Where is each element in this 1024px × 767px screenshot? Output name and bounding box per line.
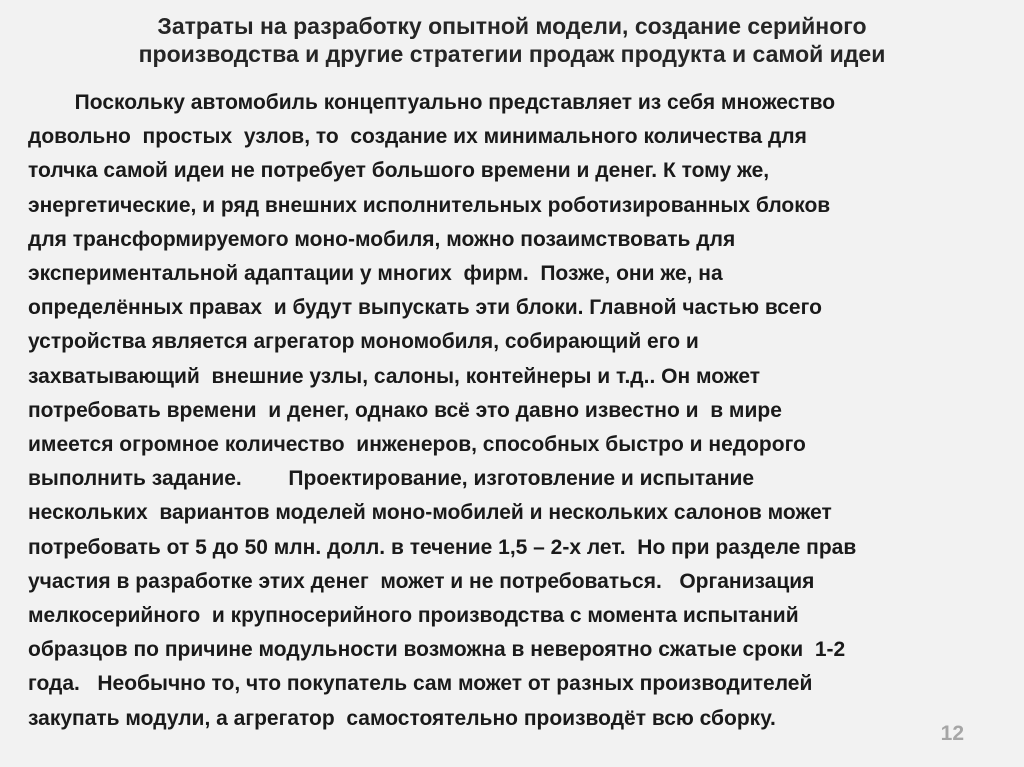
body-line: имеется огромное количество инженеров, способных быстро и недорого [28, 433, 806, 457]
body-line: года. Необычно то, что покупатель сам может от разных производителей [28, 672, 813, 696]
body-line: потребовать времени и денег, однако всё это давно известно и в мире [28, 398, 782, 422]
body-line: экспериментальной адаптации у многих фирм. Позже, они же, на [28, 262, 723, 286]
body-line: устройства является агрегатор мономобиля, собирающий его и [28, 330, 699, 354]
slide-title [28, 12, 996, 68]
body-line: мелкосерийного и крупносерийного производства с момента испытаний [28, 604, 799, 628]
body-line: закупать модули, а агрегатор самостоятельно производёт всю сборку. [28, 706, 776, 730]
body-line: выполнить задание. Проектирование, изготовление и испытание [28, 467, 755, 491]
body-line: толчка самой идеи не потребует большого времени и денег. К тому же, [28, 159, 770, 183]
slide-title-line: производства и другие стратегии продаж продукта и самой идеи [138, 41, 886, 67]
page-number: 12 [940, 722, 964, 745]
body-line: довольно простых узлов, то создание их минимального количества для [28, 125, 807, 149]
body-line: для трансформируемого моно-мобиля, можно позаимствовать для [28, 227, 736, 251]
body-line: нескольких вариантов моделей моно-мобилей и нескольких салонов может [28, 501, 832, 525]
slide-body-text [28, 86, 996, 736]
body-line: энергетические, и ряд внешних исполнительных роботизированных блоков [28, 193, 831, 217]
body-line: потребовать от 5 до 50 млн. долл. в течение 1,5 – 2-х лет. Но при разделе прав [28, 535, 857, 559]
slide-title-line: Затраты на разработку опытной модели, создание серийного [157, 13, 867, 39]
body-line: Поскольку автомобиль концептуально представляет из себя множество [28, 91, 836, 114]
body-line: захватывающий внешние узлы, салоны, контейнеры и т.д.. Он может [28, 364, 761, 388]
body-line: образцов по причине модульности возможна в невероятно сжатые сроки 1-2 [28, 638, 846, 662]
body-line: участия в разработке этих денег может и не потребоваться. Организация [28, 569, 815, 593]
body-line: определённых правах и будут выпускать эти блоки. Главной частью всего [28, 296, 822, 320]
